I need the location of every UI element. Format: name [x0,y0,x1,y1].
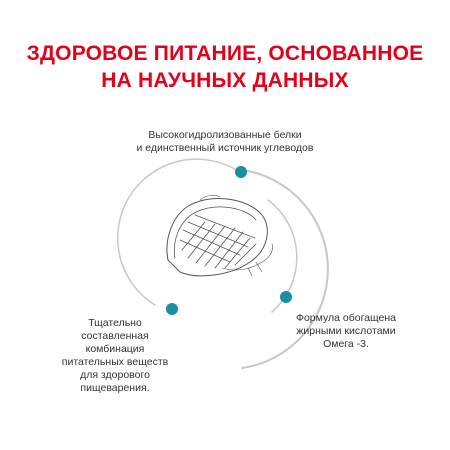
caption-nutrient-combination [45,317,185,395]
caption-line: Тщательно [88,317,142,329]
caption-line: питательных веществ [61,356,169,368]
caption-line: составленная [81,330,149,342]
accent-dot-right [280,291,292,303]
caption-line: Омега -3. [323,338,369,350]
accent-dot-left [166,303,178,315]
caption-line: Формула обогащена [295,312,397,324]
caption-line: комбинация [85,343,145,355]
caption-line: Высокогидролизованные белки [148,129,302,141]
kibble-sketch-icon [167,195,273,276]
caption-line: жирными кислотами [296,325,396,337]
title-line-1: ЗДОРОВОЕ ПИТАНИЕ, ОСНОВАННОЕ [26,42,424,65]
caption-omega-3 [286,312,406,351]
caption-line: пищеварения. [80,382,150,394]
caption-line: и единственный источник углеводов [136,142,314,154]
accent-dot-top [235,166,247,178]
title-line-2: НА НАУЧНЫХ ДАННЫХ [101,69,349,92]
caption-line: для здорового [80,369,150,381]
